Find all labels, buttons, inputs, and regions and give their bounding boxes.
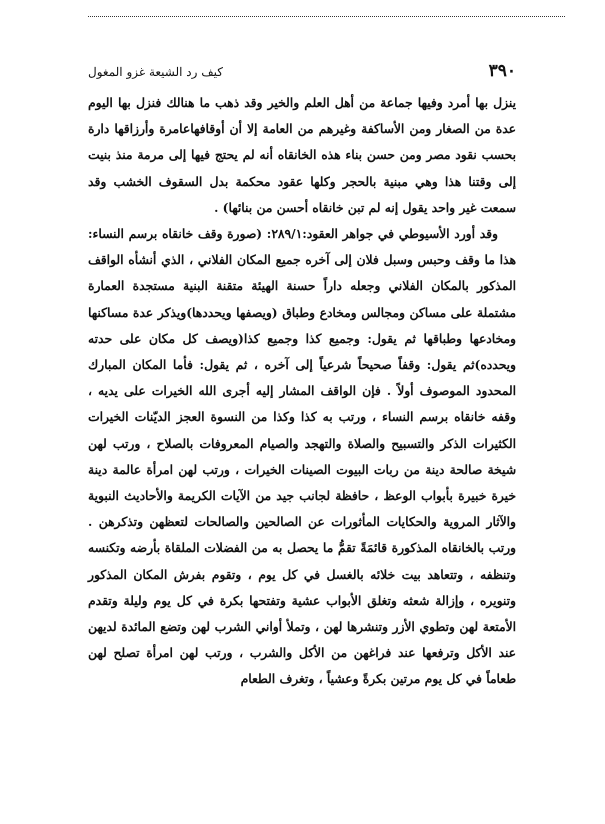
page-number: ٣٩٠	[488, 61, 516, 81]
paragraph-1: ينزل بها أمرد وفيها جماعة من أهل العلم والخير وقد ذهب ما هنالك فنزل بها اليوم عدة من الصغار ومن الأساكفة وغيرهم من العامة إلا أن أوقافهاعامرة وأرزاقها دارة بحسب نقود مصر ومن حسن بناء هذه الخانقاه أنه لم يحتج فيها إلى مرمة منذ بنيت إلى وقتنا هذا وهي مبنية بالحجر وكلها عقود محكمة بدل السقوف الخشب وقد سمعت غير واحد يقول إنه لم تبن خانقاه أحسن من بنائها) .	[88, 95, 516, 215]
paragraph-2: وقد أورد الأسيوطي في جواهر العقود:٢٨٩/١: (صورة وقف خانقاه برسم النساء: هذا ما وقف وحبس وسبل فلان إلى آخره جميع المكان الفلاني ، الذي أنشأه الواقف المذكور بالمكان الفلاني وجعله داراً حسنة الهيئة متقنة البنية مستجدة العمارة مشتملة على مساكن ومجالس ومخادع وطباق (ويصفها ويحددها)ويذكر عدة مساكنها ومخادعها وطباقها ثم يقول: وجميع كذا وجميع كذا(ويصف كل مكان على حدته ويحدده)ثم يقول: وقفاً صحيحاً شرعياً إلى آخره ، ثم يقول: فأما المكان المبارك المحدود الموصوف أولاً . فإن الواقف المشار إليه أجرى الله الخيرات على يديه ، وقفه خانقاه برسم النساء ، ورتب به كذا وكذا من النسوة العجز الديّنات الخيرات الكثيرات الذكر والتسبيح والصلاة والتهجد والصيام المعروفات بالصلاح ، ورتب لهن شيخة صالحة دينة من ربات البيوت الصينات الخيرات ، ورتب لهن امرأة عالمة دينة خيرة خبيرة بأبواب الوعظ ، حافظة لجانب جيد من الآيات الكريمة والأحاديث النبوية والآثار المروية والحكايات المأثورات عن الصالحين والصالحات لتعظهن وتذكرهن . ورتب بالخانقاه المذكورة قائمَةً تقمُّ ما يحصل به من الفضلات الملقاة بأرضه وتكنسه وتنظفه ، وتتعاهد بيت خلائه بالغسل في كل يوم ، وتقوم بفرش المكان المذكور وتنويره ، وإزالة شعثه وتغلق الأبواب عشية وتفتحها بكرة في كل يوم وليلة وتقدم الأمتعة لهن وتطوي الأزر وتنشرها لهن ، وتملأ أواني الشرب لهن وتضع المائدة لديهن عند الأكل وترفعها عند فراغهن من الأكل والشرب ، ورتب لهن امرأة تصلح لهن طعاماً في كل يوم مرتين بكرةً وعشياً ، وتغرف الطعام	[88, 226, 516, 687]
running-title: كيف رد الشيعة غزو المغول	[88, 65, 224, 79]
body-text	[88, 90, 516, 693]
header-dotted-rule	[88, 16, 565, 17]
page-header	[88, 60, 516, 82]
